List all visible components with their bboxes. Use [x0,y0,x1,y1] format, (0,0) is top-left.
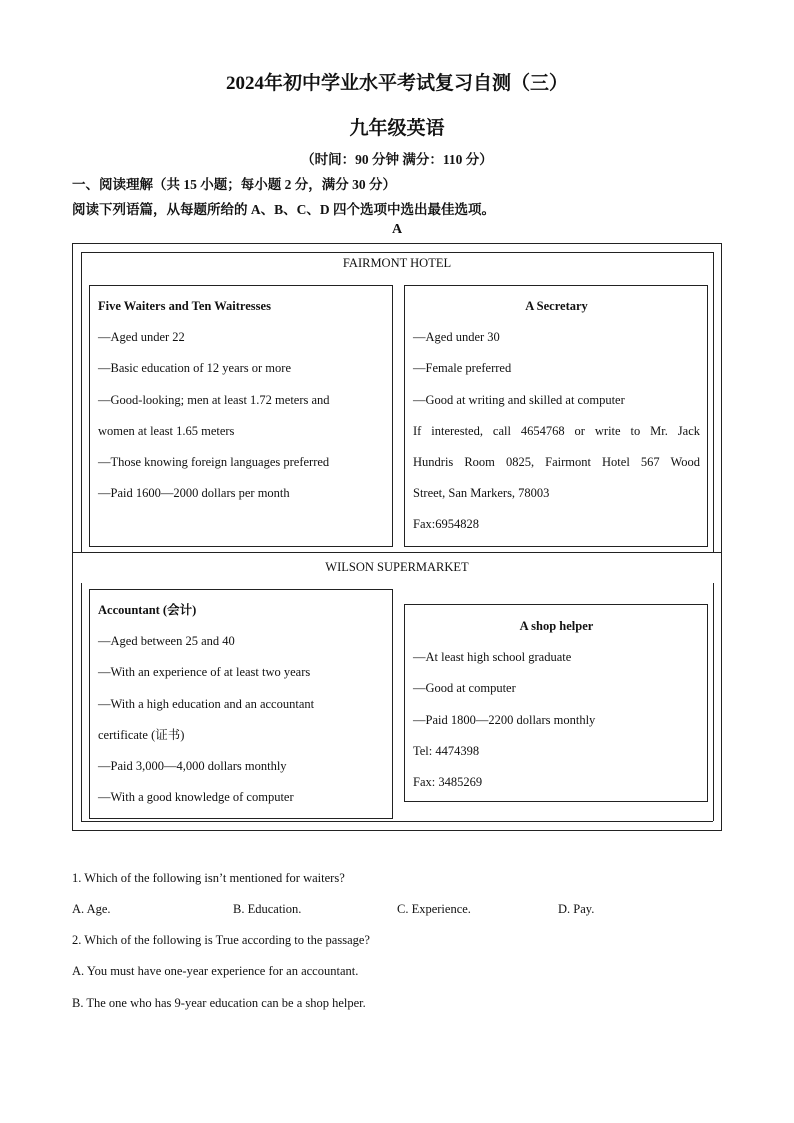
page-subtitle: 九年级英语 [349,118,445,139]
accountant-ad-line: —With a high education and an accountant [98,696,315,711]
shop-helper-ad-line: —At least high school graduate [413,650,572,665]
waiters-ad-line: —Good-looking; men at least 1.72 meters and [98,392,330,407]
accountant-ad-line: certificate (证书) [98,727,185,742]
shop-helper-ad-title: A shop helper [519,619,594,633]
waiters-ad-line: women at least 1.65 meters [98,423,235,438]
passage-letter: A [391,222,403,237]
secretary-ad [413,291,700,541]
shop-helper-ad-line: —Good at computer [413,681,516,696]
secretary-ad-title: A Secretary [525,299,588,313]
secretary-ad-line: Street, San Markers, 78003 [413,486,550,501]
supermarket-name: WILSON SUPERMARKET [325,560,469,574]
waiters-ad-line: —Basic education of 12 years or more [98,361,291,376]
waiters-ad-line: —Aged under 22 [98,330,185,345]
accountant-ad-line: —With an experience of at least two years [98,665,311,680]
market-frame-left [81,583,82,821]
accountant-ad-line: —Paid 3,000—4,000 dollars monthly [98,759,287,774]
accountant-ad-line: —With a good knowledge of computer [98,790,294,805]
shop-helper-ad-line: Fax: 3485269 [413,775,483,790]
shop-helper-ad-line: —Paid 1800—2200 dollars monthly [413,712,596,727]
hotel-name: FAIRMONT HOTEL [342,256,452,270]
page-title: 2024年初中学业水平考试复习自测（三） [225,73,568,94]
accountant-ad-title: Accountant (会计) [98,603,197,617]
section-instruction: 阅读下列语篇，从每题所给的 A、B、C、D 四个选项中选出最佳选项。 [72,202,496,217]
time-info: （时间：90 分钟 满分：110 分） [301,152,493,167]
waiters-ad-line: —Those knowing foreign languages preferred [98,455,330,470]
question-1-stem: 1. Which of the following isn’t mentioned for waiters? [72,871,345,885]
shop-helper-ad [413,611,700,798]
market-frame-bottom [81,821,713,822]
accountant-ad [98,595,388,813]
secretary-ad-line: If interested, call 4654768 or write to Mr. Jack [413,423,700,438]
question-1-option-c: C. Experience. [397,902,471,916]
waiters-ad [98,291,388,509]
secretary-ad-line: —Aged under 30 [413,330,500,345]
question-1-option-a: A. Age. [72,902,111,916]
market-frame-right [713,583,714,821]
secretary-ad-line: Fax:6954828 [413,517,479,532]
accountant-ad-line: —Aged between 25 and 40 [98,634,235,649]
question-2-option-a: A. You must have one-year experience for an accountant. [72,964,359,978]
secretary-ad-line: —Good at writing and skilled at computer [413,392,625,407]
hotel-frame-top [81,252,713,253]
hotel-divider [72,552,722,553]
shop-helper-ad-line: Tel: 4474398 [413,743,480,758]
question-1-option-b: B. Education. [233,902,302,916]
section-heading: 一、阅读理解（共 15 小题；每小题 2 分，满分 30 分） [72,177,396,192]
question-2-option-b: B. The one who has 9-year education can be a shop helper. [72,996,366,1010]
waiters-ad-title: Five Waiters and Ten Waitresses [98,299,271,313]
hotel-frame-left [81,252,82,552]
hotel-frame-right [713,252,714,552]
question-2-stem: 2. Which of the following is True according to the passage? [72,933,370,947]
secretary-ad-line: —Female preferred [413,361,512,376]
waiters-ad-line: —Paid 1600—2000 dollars per month [98,486,290,501]
question-1-option-d: D. Pay. [558,902,595,916]
secretary-ad-line: Hundris Room 0825, Fairmont Hotel 567 Wood [413,455,700,470]
